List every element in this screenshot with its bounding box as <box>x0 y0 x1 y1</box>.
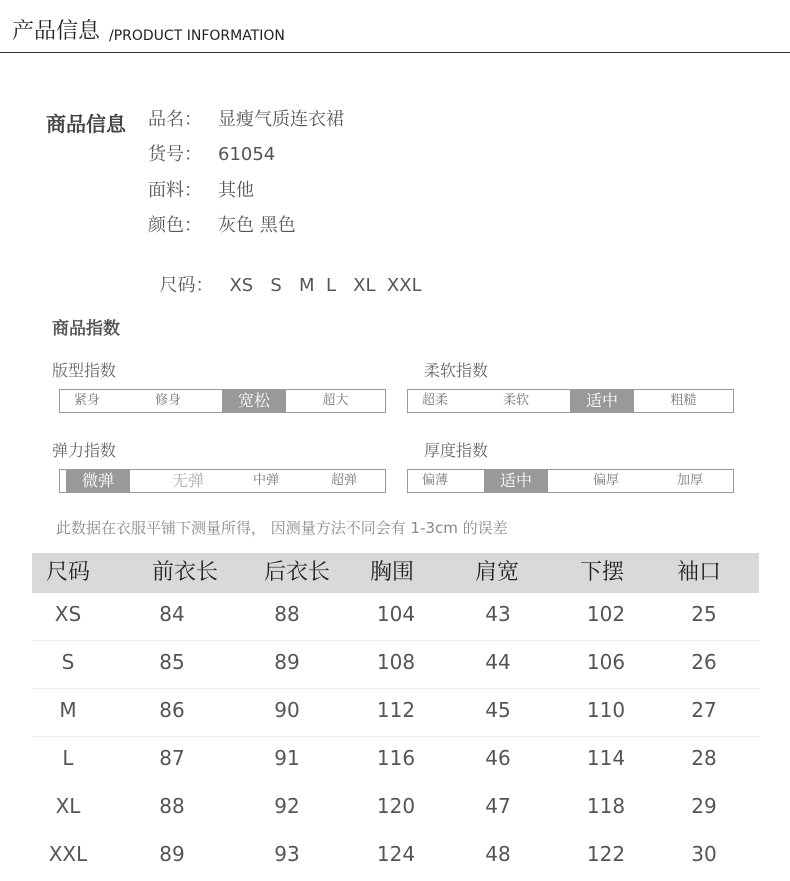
table-row <box>32 641 759 689</box>
table-cell: 47 <box>485 794 511 818</box>
gauge-option: 超柔 <box>421 393 448 408</box>
gauge-label-thickness: 厚度指数 <box>424 441 489 460</box>
gauge-option: 修身 <box>154 393 181 408</box>
info-key: 尺码： <box>159 275 214 296</box>
gauge-label-elasticity: 弹力指数 <box>52 441 117 460</box>
table-cell: 43 <box>485 602 511 626</box>
table-cell: 46 <box>485 746 511 770</box>
table-cell: 28 <box>691 746 717 770</box>
gauge-option: 超弹 <box>330 473 357 488</box>
gauge-label-fit: 版型指数 <box>52 361 117 380</box>
table-cell: 102 <box>586 602 626 626</box>
header-title-en: /PRODUCT INFORMATION <box>109 28 285 44</box>
info-value: 显瘦气质连衣裙 <box>218 109 344 130</box>
gauge-thickness <box>407 469 734 493</box>
table-cell: 93 <box>274 842 300 866</box>
info-row-color <box>148 214 296 238</box>
table-cell: 92 <box>274 794 300 818</box>
table-header-cell: 前衣长 <box>152 560 219 585</box>
gauge-option: 柔软 <box>502 393 529 408</box>
info-value: XS S M L XL XXL <box>229 275 422 296</box>
table-cell: 89 <box>274 650 300 674</box>
gauge-option-selected: 适中 <box>484 470 548 492</box>
gauge-label-softness: 柔软指数 <box>424 361 489 380</box>
table-cell: 26 <box>691 650 717 674</box>
gauge-option-selected: 适中 <box>570 390 634 412</box>
product-info-title: 商品信息 <box>46 112 126 136</box>
table-row <box>32 785 759 833</box>
gauge-option-selected: 宽松 <box>222 390 286 412</box>
table-header-cell: 胸围 <box>370 560 415 585</box>
info-key: 货号： <box>148 144 202 165</box>
info-value: 61054 <box>218 144 276 165</box>
table-cell: 120 <box>376 794 416 818</box>
gauge-option: 偏薄 <box>421 473 448 488</box>
gauge-elasticity <box>59 469 386 493</box>
table-cell: 112 <box>376 698 416 722</box>
table-cell: 106 <box>586 650 626 674</box>
table-cell: 44 <box>485 650 511 674</box>
gauge-option: 无弹 <box>171 471 204 490</box>
gauge-option: 超大 <box>322 393 349 408</box>
table-row <box>32 689 759 737</box>
info-value: 灰色 黑色 <box>218 215 296 236</box>
table-cell: 85 <box>159 650 185 674</box>
table-cell: 25 <box>691 602 717 626</box>
gauge-option: 偏厚 <box>592 473 619 488</box>
table-cell: L <box>62 746 74 770</box>
table-cell: 116 <box>376 746 416 770</box>
table-cell: 45 <box>485 698 511 722</box>
table-header-cell: 肩宽 <box>475 560 520 585</box>
gauge-option: 加厚 <box>676 473 703 488</box>
table-header-cell: 后衣长 <box>264 560 331 585</box>
page-header <box>0 0 790 53</box>
table-cell: 48 <box>485 842 511 866</box>
table-cell: 86 <box>159 698 185 722</box>
info-row-sku <box>148 143 275 167</box>
gauge-softness <box>407 389 734 413</box>
table-cell: 30 <box>691 842 717 866</box>
info-value: 其他 <box>218 180 254 201</box>
table-cell: 118 <box>586 794 626 818</box>
table-cell: XL <box>55 794 81 818</box>
table-cell: XS <box>54 602 82 626</box>
table-header-cell: 袖口 <box>677 560 722 585</box>
table-cell: 84 <box>159 602 185 626</box>
table-cell: 29 <box>691 794 717 818</box>
index-title: 商品指数 <box>52 319 120 339</box>
gauge-option: 粗糙 <box>670 393 697 408</box>
table-cell: M <box>59 698 77 722</box>
gauge-option: 中弹 <box>252 473 279 488</box>
table-header-cell: 尺码 <box>46 560 91 585</box>
table-cell: 88 <box>159 794 185 818</box>
info-key: 颜色： <box>148 215 202 236</box>
table-cell: 114 <box>586 746 626 770</box>
table-cell: 124 <box>376 842 416 866</box>
table-cell: S <box>61 650 75 674</box>
table-row <box>32 593 759 641</box>
table-cell: 108 <box>376 650 416 674</box>
info-row-fabric <box>148 179 254 203</box>
info-row-size <box>148 250 422 298</box>
gauge-fit <box>59 389 386 413</box>
gauge-option-selected: 微弹 <box>66 470 130 492</box>
table-cell: 87 <box>159 746 185 770</box>
table-cell: 91 <box>274 746 300 770</box>
header-title-cn: 产品信息 <box>12 19 101 44</box>
table-row <box>32 737 759 785</box>
table-cell: 104 <box>376 602 416 626</box>
table-cell: 90 <box>274 698 300 722</box>
gauge-option: 紧身 <box>73 393 100 408</box>
table-cell: 110 <box>586 698 626 722</box>
table-row <box>32 833 759 881</box>
info-key: 面料： <box>148 180 202 201</box>
table-header-cell: 下摆 <box>580 560 625 585</box>
info-row-name <box>148 108 344 132</box>
table-cell: XXL <box>48 842 88 866</box>
table-cell: 89 <box>159 842 185 866</box>
size-table-header <box>32 553 759 593</box>
info-key: 品名： <box>148 109 202 130</box>
table-cell: 27 <box>691 698 717 722</box>
table-cell: 122 <box>586 842 626 866</box>
measurement-note: 此数据在衣服平铺下测量所得， 因测量方法不同会有 1-3cm 的误差 <box>56 519 508 537</box>
table-cell: 88 <box>274 602 300 626</box>
